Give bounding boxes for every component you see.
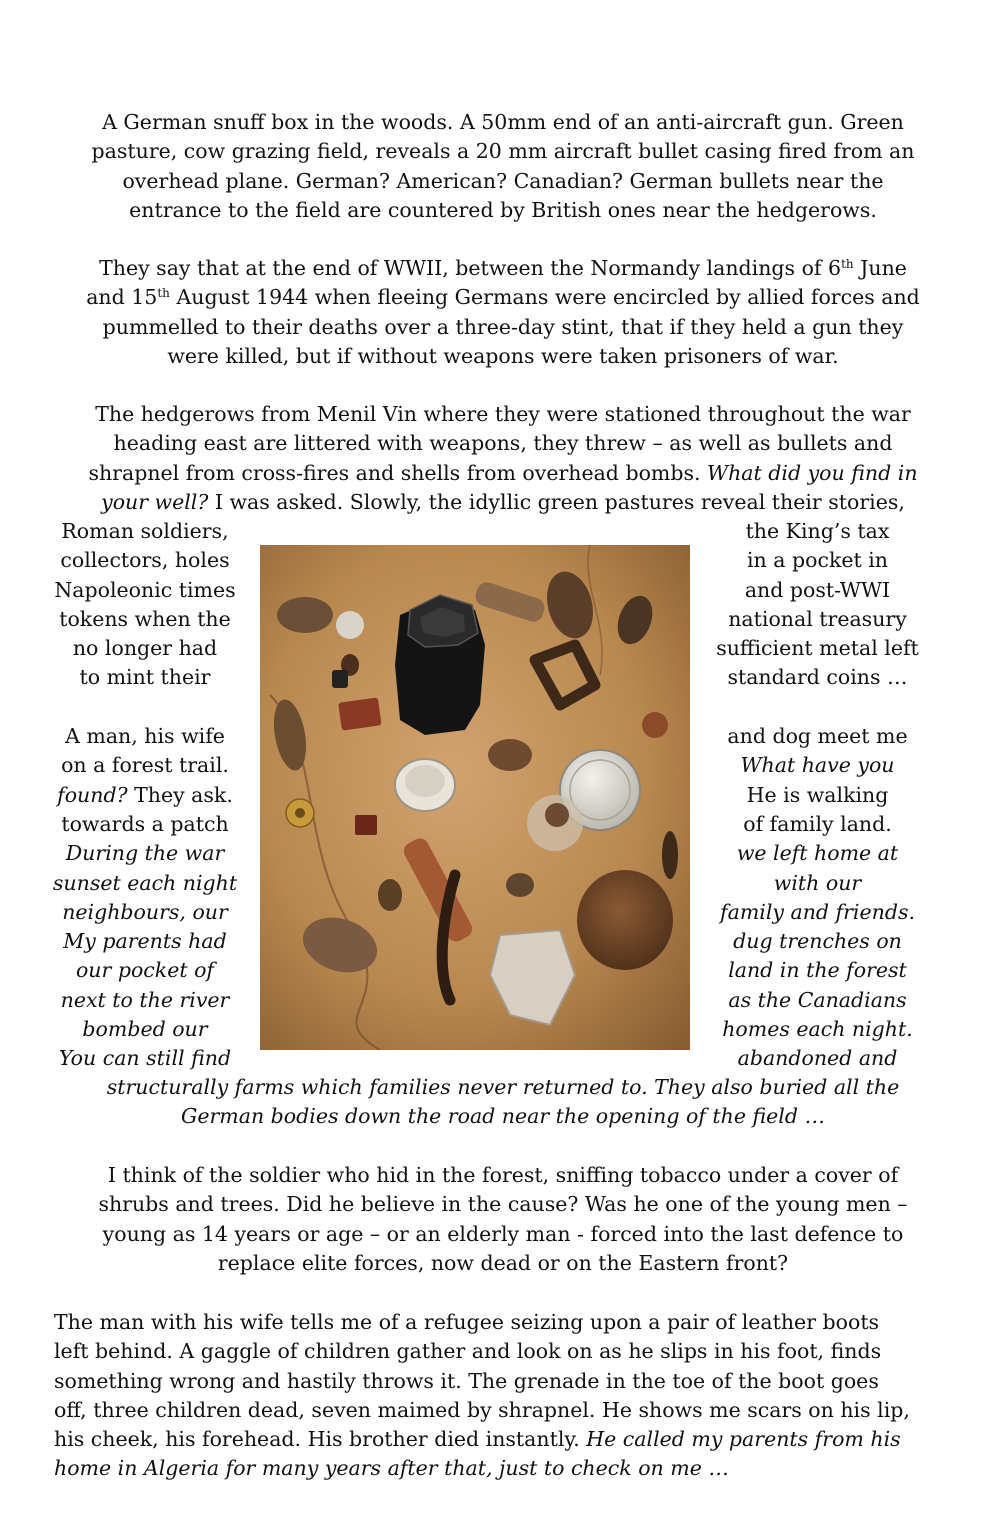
text-line: were killed, but if without weapons were taken prisoners of war.	[167, 343, 839, 368]
paragraph-6	[54, 1308, 954, 1484]
paragraph-5	[40, 1161, 966, 1278]
text-line: of family land.	[743, 811, 892, 836]
text-line: pummelled to their deaths over a three-day stint, that if they held a gun they	[102, 314, 904, 339]
text-line: I think of the soldier who hid in the forest, sniffing tobacco under a cover of	[107, 1163, 899, 1187]
text-line: no longer had	[72, 636, 218, 661]
text-line: family and friends.	[720, 899, 915, 924]
text-fragment: June	[853, 256, 907, 280]
text-line: sufficient metal left	[716, 636, 919, 661]
text-line: My parents had	[63, 929, 227, 954]
text-fragment: August 1944 when fleeing Germans were encircled by allied forces and	[169, 285, 920, 310]
text-line: During the war	[65, 841, 225, 866]
text-line: bombed our	[82, 1017, 208, 1042]
red-shard	[355, 815, 377, 835]
paragraph-4	[40, 1073, 966, 1132]
text-line: we left home at	[736, 841, 899, 866]
paragraph-2	[40, 254, 966, 371]
text-line: entrance to the field are countered by British ones near the hedgerows.	[129, 197, 877, 222]
text-line: tokens when the	[59, 606, 231, 631]
text-line: as the Canadians	[728, 987, 907, 1012]
text-fragment: They ask.	[127, 782, 233, 807]
text-line	[40, 254, 966, 283]
text-line: standard coins …	[727, 665, 908, 690]
text-line: pasture, cow grazing field, reveals a 20 mm aircraft bullet casing fired from an	[91, 139, 915, 164]
text-line: home in Algeria for many years after that, just to check on me …	[54, 1456, 729, 1481]
stone-fragment	[488, 739, 532, 771]
text-line: You can still find	[58, 1046, 232, 1071]
text-line: A German snuff box in the woods. A 50mm end of an anti-aircraft gun. Green	[102, 110, 904, 134]
red-shard	[338, 697, 382, 730]
text-line: with our	[773, 870, 862, 895]
text-line: national treasury	[728, 606, 907, 631]
text-line: heading east are littered with weapons, they threw – as well as bullets and	[113, 431, 893, 456]
text-line: sunset each night	[52, 870, 238, 895]
text-line: off, three children dead, seven maimed by shrapnel. He shows me scars on his lip,	[54, 1397, 910, 1422]
text-line: young as 14 years or age – or an elderly man - forced into the last defence to	[102, 1221, 904, 1246]
text-line: and dog meet me	[727, 724, 908, 749]
text-line: in a pocket in	[746, 548, 889, 573]
text-line	[30, 781, 260, 810]
stone-fragment	[506, 873, 534, 897]
text-fragment: I was asked. Slowly, the idyllic green pastures reveal their stories,	[208, 489, 905, 514]
text-line: Napoleonic times	[54, 577, 236, 602]
text-line: next to the river	[60, 987, 230, 1012]
text-line: What have you	[740, 753, 895, 778]
stone-fragment	[662, 831, 678, 879]
superscript: th	[157, 286, 170, 301]
text-line: The hedgerows from Menil Vin where they were stationed throughout the war	[95, 402, 911, 426]
italic-text: What did you find in	[707, 460, 918, 485]
superscript: th	[841, 257, 854, 271]
text-fragment: shrapnel from cross-fires and shells from overhead bombs.	[88, 460, 708, 485]
left-text-column	[30, 517, 260, 1074]
text-line: and post-WWI	[744, 577, 891, 602]
text-line: abandoned and	[737, 1046, 898, 1071]
text-line: to mint their	[79, 665, 211, 690]
text-fragment: and 15	[86, 285, 158, 310]
glass-bottle	[527, 795, 583, 851]
text-line: our pocket of	[75, 958, 215, 983]
text-line: overhead plane. German? American? Canadian? German bullets near the	[122, 168, 884, 193]
text-line: replace elite forces, now dead or on the Eastern front?	[217, 1250, 789, 1275]
text-line	[54, 1425, 954, 1454]
text-line: He is walking	[746, 782, 889, 807]
artefacts-photo	[260, 545, 690, 1050]
paragraph-1	[40, 108, 966, 225]
text-line	[40, 488, 966, 517]
text-line: left behind. A gaggle of children gather and look on as he slips in his foot, finds	[54, 1339, 882, 1364]
right-text-column	[695, 517, 940, 1074]
text-line: on a forest trail.	[61, 753, 229, 778]
text-line: neighbours, our	[62, 899, 228, 924]
text-line: Roman soldiers,	[61, 519, 229, 543]
text-line: collectors, holes	[60, 548, 230, 573]
text-line: land in the forest	[728, 958, 907, 983]
text-line: German bodies down the road near the opening of the field …	[180, 1104, 826, 1129]
snuff-box	[395, 595, 485, 735]
text-fragment: his cheek, his forehead. His brother died instantly.	[54, 1427, 587, 1452]
text-line: dug trenches on	[733, 929, 902, 954]
text-line: the King’s tax	[745, 519, 890, 543]
white-cap	[395, 759, 455, 811]
token-coin	[286, 799, 314, 827]
paragraph-3	[40, 400, 966, 517]
text-line: towards a patch	[61, 811, 229, 836]
text-line: homes each night.	[722, 1017, 913, 1042]
small-casing	[332, 670, 348, 688]
text-line: The man with his wife tells me of a refugee seizing upon a pair of leather boots	[54, 1310, 880, 1334]
copper-coin	[642, 712, 668, 738]
text-line: A man, his wife	[65, 724, 225, 749]
stone-fragment	[277, 597, 333, 633]
rusty-disc	[577, 870, 673, 970]
text-fragment: They say that at the end of WWII, between the Normandy landings of 6	[99, 256, 842, 280]
italic-text: He called my parents from his	[586, 1427, 901, 1452]
artefacts-illustration	[260, 545, 690, 1050]
paragraph-gap	[30, 693, 260, 722]
stone-fragment	[378, 879, 402, 911]
stone-fragment	[336, 611, 364, 639]
text-line	[40, 283, 966, 312]
paragraph-gap	[695, 693, 940, 722]
italic-text: found?	[57, 782, 128, 807]
text-line	[40, 459, 966, 488]
text-line: shrubs and trees. Did he believe in the cause? Was he one of the young men –	[98, 1192, 908, 1217]
text-line: structurally farms which families never returned to. They also buried all the	[106, 1075, 900, 1099]
text-line: something wrong and hastily throws it. The grenade in the toe of the boot goes	[54, 1368, 879, 1393]
italic-text: your well?	[101, 489, 209, 514]
